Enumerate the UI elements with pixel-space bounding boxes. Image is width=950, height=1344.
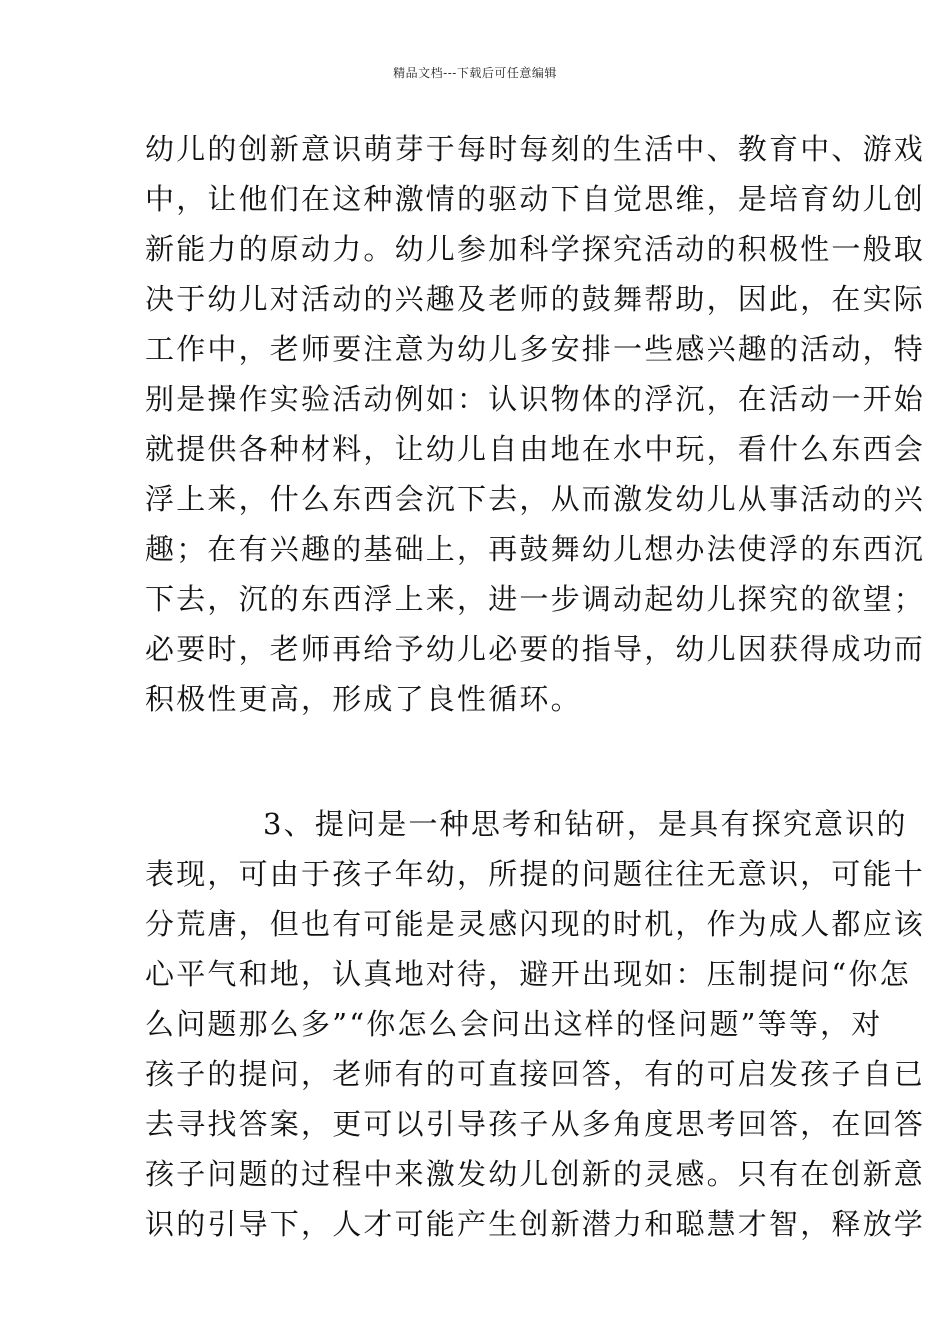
text-line: 3、提问是一种思考和钻研，是具有探究意识的 [263,807,908,841]
text-line: 别是操作实验活动例如：认识物体的浮沉，在活动一开始 [145,382,926,416]
text-line: 心平气和地，认真地对待，避开出现如：压制提问“你怎 [145,957,911,991]
text-line: 孩子的提问，老师有的可直接回答，有的可启发孩子自已 [145,1057,926,1091]
text-line: 分荒唐，但也有可能是灵感闪现的时机，作为成人都应该 [145,907,926,941]
text-line: 去寻找答案，更可以引导孩子从多角度思考回答，在回答 [145,1107,926,1141]
text-line: 新能力的原动力。幼儿参加科学探究活动的积极性一般取 [145,232,926,266]
text-line: 表现，可由于孩子年幼，所提的问题往往无意识，可能十 [145,857,926,891]
text-line: 下去，沉的东西浮上来，进一步调动起幼儿探究的欲望； [145,582,926,616]
paragraph-1 [145,124,926,724]
text-line: 孩子问题的过程中来激发幼儿创新的灵感。只有在创新意 [145,1157,926,1191]
paragraph-spacer [145,724,815,799]
text-line: 么问题那么多”“你怎么会问出这样的怪问题”等等，对 [145,1007,883,1041]
text-line: 中，让他们在这种激情的驱动下自觉思维，是培育幼儿创 [145,182,926,216]
text-line: 趣；在有兴趣的基础上，再鼓舞幼儿想办法使浮的东西沉 [145,532,926,566]
document-body [145,124,926,1249]
paragraph-2 [145,799,926,1249]
text-line: 积极性更高，形成了良性循环。 [145,682,582,716]
text-line: 工作中，老师要注意为幼儿多安排一些感兴趣的活动，特 [145,332,926,366]
text-line: 浮上来，什么东西会沉下去，从而激发幼儿从事活动的兴 [145,482,926,516]
text-line: 幼儿的创新意识萌芽于每时每刻的生活中、教育中、游戏 [145,132,926,166]
page-header: 精品文档---下载后可任意编辑 [393,66,557,80]
text-line: 就提供各种材料，让幼儿自由地在水中玩，看什么东西会 [145,432,926,466]
text-line: 识的引导下，人才可能产生创新潜力和聪慧才智，释放学 [145,1207,926,1241]
text-line: 决于幼儿对活动的兴趣及老师的鼓舞帮助，因此，在实际 [145,282,926,316]
text-line: 必要时，老师再给予幼儿必要的指导，幼儿因获得成功而 [145,632,926,666]
